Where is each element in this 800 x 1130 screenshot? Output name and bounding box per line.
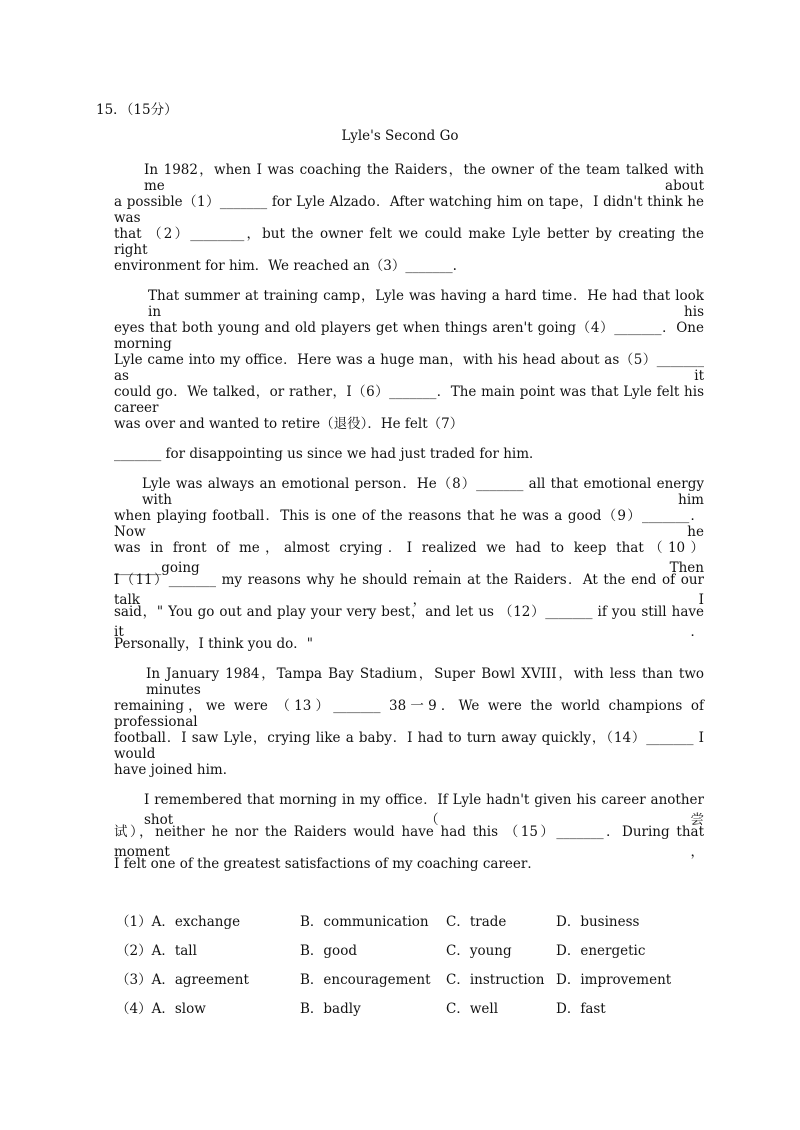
option-c[interactable]: C．young	[446, 943, 512, 959]
passage-line: was in front of me，almost crying．I realized we had to keep that（10）_______going．Then	[114, 540, 704, 576]
passage-line: 试），neither he nor the Raiders would have had this （15）_______．During that moment，	[114, 824, 704, 860]
option-row	[116, 968, 716, 997]
option-d[interactable]: D．business	[556, 914, 640, 930]
passage-line: I remembered that morning in my office．If Lyle hadn't given his career another shot（尝	[144, 792, 704, 828]
option-row	[116, 939, 716, 968]
option-b[interactable]: B．communication	[300, 914, 429, 930]
options-table	[116, 910, 716, 1026]
option-row	[116, 910, 716, 939]
option-d[interactable]: D．fast	[556, 1001, 606, 1017]
passage-line: That summer at training camp，Lyle was having a hard time．He had that look in his	[148, 288, 704, 320]
passage-line: could go．We talked，or rather，I（6）_______．The main point was that Lyle felt his career	[114, 384, 704, 416]
option-b[interactable]: B．encouragement	[300, 972, 431, 988]
passage-line: eyes that both young and old players get when things aren't going（4）_______．One morning	[114, 320, 704, 352]
option-b[interactable]: B．good	[300, 943, 357, 959]
option-c[interactable]: C．trade	[446, 914, 507, 930]
option-row	[116, 997, 716, 1026]
passage-line: football．I saw Lyle，crying like a baby．I had to turn away quickly，（14）_______ I would	[114, 730, 704, 762]
option-d[interactable]: D．energetic	[556, 943, 646, 959]
option-a[interactable]: （3）A．agreement	[116, 972, 249, 988]
passage-line: I felt one of the greatest satisfactions of my coaching career．	[114, 856, 541, 872]
option-c[interactable]: C．instruction	[446, 972, 545, 988]
passage-line: Lyle came into my office．Here was a huge man，with his head about as（5）_______ as it	[114, 352, 704, 384]
passage-line: In January 1984，Tampa Bay Stadium，Super Bowl XVIII，with less than two minutes	[146, 666, 704, 698]
passage-title: Lyle's Second Go	[341, 128, 459, 144]
passage-line: that （2）________，but the owner felt we could make Lyle better by creating the right	[114, 226, 704, 258]
option-a[interactable]: （1）A．exchange	[116, 914, 241, 930]
passage-line: remaining，we were （13）_______ 38一9．We were the world champions of professional	[114, 698, 704, 730]
passage-line: when playing football．This is one of the reasons that he was a good（9）_______．Now he	[114, 508, 704, 540]
passage-line: have joined him．	[114, 762, 237, 778]
passage-line: a possible（1）_______ for Lyle Alzado．After watching him on tape，I didn't think he was	[114, 194, 704, 226]
passage-line: Lyle was always an emotional person．He（8）_______ all that emotional energy with him	[142, 476, 704, 508]
option-b[interactable]: B．badly	[300, 1001, 361, 1017]
question-number: 15．（15分）	[96, 102, 178, 118]
passage-line: was over and wanted to retire（退役）．He felt（7）	[114, 416, 464, 432]
option-a[interactable]: （2）A．tall	[116, 943, 197, 959]
passage-line: Personally，I think you do．"	[114, 636, 313, 652]
option-c[interactable]: C．well	[446, 1001, 499, 1017]
passage-line: environment for him．We reached an（3）_______.	[114, 258, 457, 274]
passage-line: In 1982，when I was coaching the Raiders，the owner of the team talked with me about	[144, 162, 704, 194]
option-a[interactable]: （4）A．slow	[116, 1001, 206, 1017]
passage-line: said，" You go out and play your very best，and let us （12）_______ if you still have it．	[114, 604, 704, 640]
passage-line: I（11）_______ my reasons why he should remain at the Raiders．At the end of our talk，I	[114, 572, 704, 608]
option-d[interactable]: D．improvement	[556, 972, 672, 988]
passage-line: _______ for disappointing us since we had just traded for him．	[114, 446, 543, 462]
